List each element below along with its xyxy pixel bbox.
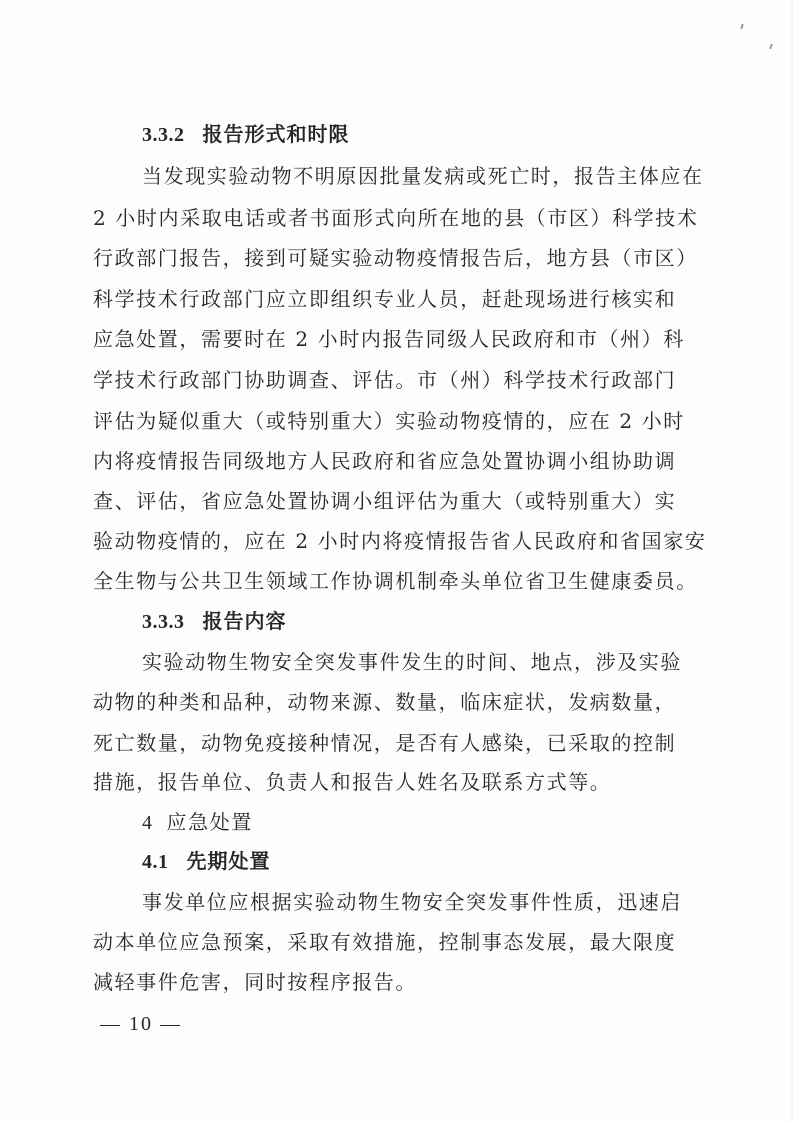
paragraph-line: 实验动物生物安全突发事件发生的时间、地点，涉及实验: [142, 650, 682, 674]
paragraph-line: 学技术行政部门协助调查、评估。市（州）科学技术行政部门: [93, 368, 677, 392]
paragraph-line: 事发单位应根据实验动物生物安全突发事件性质，迅速启: [142, 890, 682, 914]
section-title: 应急处置: [166, 810, 253, 834]
paragraph-line: 措施，报告单位、负责人和报告人姓名及联系方式等。: [93, 770, 612, 794]
section-heading-3-3-2: [142, 122, 350, 147]
paragraph-line: 2 小时内采取电话或者书面形式向所在地的县（市区）科学技术: [93, 206, 699, 230]
section-title: 报告内容: [202, 609, 287, 633]
section-number: 3.3.2: [142, 124, 185, 146]
scan-speck: [740, 24, 744, 29]
scan-speck: [769, 44, 773, 49]
section-heading-3-3-3: [142, 609, 287, 634]
page-number: — 10 —: [100, 1013, 182, 1035]
paragraph-line: 评估为疑似重大（或特别重大）实验动物疫情的，应在 2 小时: [93, 409, 685, 433]
paragraph-line: 内将疫情报告同级地方人民政府和省应急处置协调小组协助调: [93, 449, 677, 473]
paragraph-line: 应急处置，需要时在 2 小时内报告同级人民政府和市（州）科: [93, 327, 685, 351]
paragraph-line: 行政部门报告，接到可疑实验动物疫情报告后，地方县（市区）: [93, 246, 698, 270]
paragraph-line: 科学技术行政部门应立即组织专业人员，赶赴现场进行核实和: [93, 287, 677, 311]
paragraph-line: 查、评估，省应急处置协调小组评估为重大（或特别重大）实: [93, 489, 677, 513]
paragraph-line: 验动物疫情的，应在 2 小时内将疫情报告省人民政府和省国家安: [93, 529, 707, 553]
paragraph-line: 动本单位应急预案，采取有效措施，控制事态发展，最大限度: [93, 930, 677, 954]
section-title: 报告形式和时限: [202, 122, 350, 146]
section-number: 4: [142, 812, 153, 834]
section-heading-4-1: [142, 849, 271, 874]
section-title: 先期处置: [186, 849, 271, 873]
section-number: 3.3.3: [142, 611, 185, 633]
paragraph-line: 减轻事件危害，同时按程序报告。: [93, 970, 417, 994]
section-heading-4: [142, 810, 253, 835]
paragraph-line: 死亡数量，动物免疫接种情况，是否有人感染，已采取的控制: [93, 731, 677, 755]
section-number: 4.1: [142, 851, 169, 873]
paragraph-line: 动物的种类和品种，动物来源、数量，临床症状，发病数量，: [93, 690, 677, 714]
paragraph-line: 当发现实验动物不明原因批量发病或死亡时，报告主体应在: [142, 164, 704, 188]
paragraph-line: 全生物与公共卫生领域工作协调机制牵头单位省卫生健康委员。: [93, 569, 698, 593]
